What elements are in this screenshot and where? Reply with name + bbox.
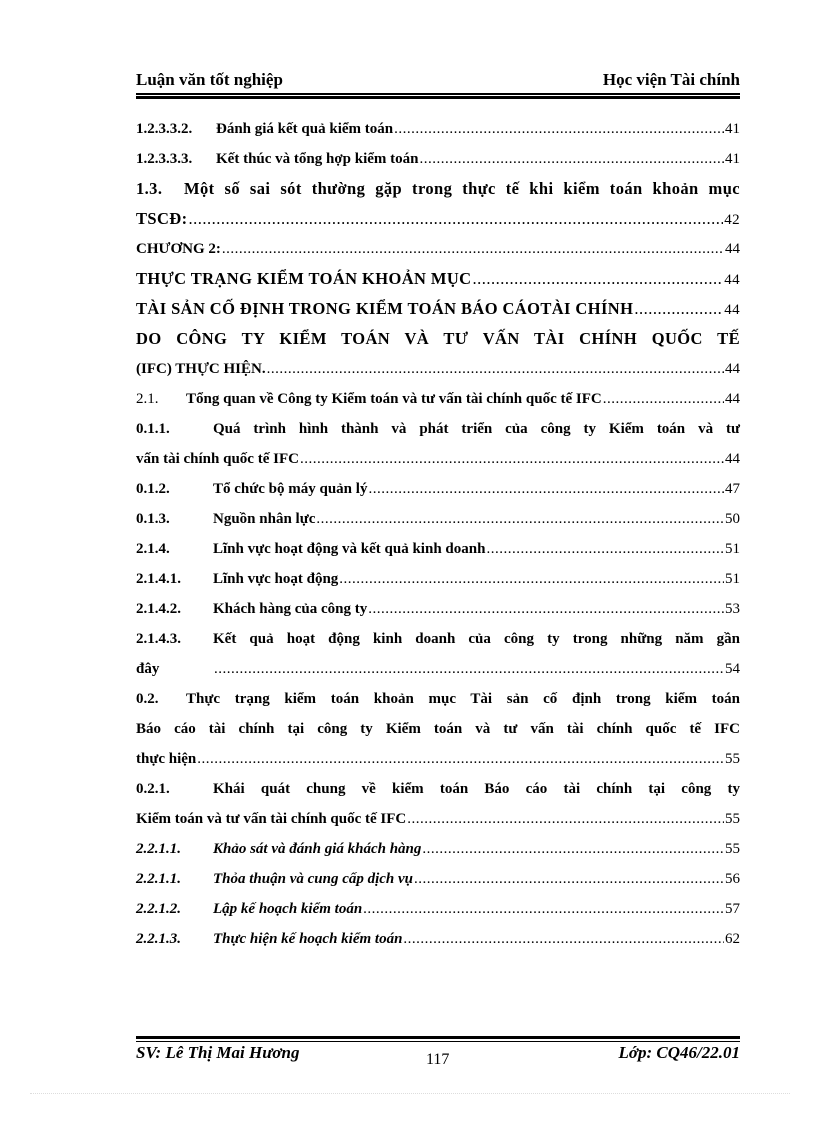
toc-entry[interactable] — [136, 774, 740, 804]
toc-leader-dots — [222, 234, 724, 264]
toc-leader-dots — [403, 924, 724, 954]
toc-entry-page: 41 — [725, 121, 740, 137]
toc-entry-title: đây — [136, 661, 160, 677]
toc-entry[interactable] — [136, 834, 740, 864]
toc-leader-dots — [422, 834, 724, 864]
toc-entry-page: 42 — [724, 212, 740, 228]
toc-entry-title: vấn tài chính quốc tế IFC — [136, 451, 299, 467]
toc-entry-page: 56 — [725, 871, 740, 887]
page-footer — [136, 1043, 740, 1067]
toc-entry-number: 1.3. — [136, 179, 163, 198]
toc-leader-dots — [267, 354, 724, 384]
toc-leader-dots — [394, 114, 724, 144]
toc-leader-dots — [197, 744, 724, 774]
toc-entry-title: TSCĐ: — [136, 209, 188, 228]
toc-entry-title: Khái quát chung về kiểm toán Báo cáo tài chính tại công ty — [213, 781, 740, 797]
toc-entry-page: 51 — [725, 571, 740, 587]
toc-entry-title: Khách hàng của công ty — [213, 601, 368, 617]
toc-entry-continued[interactable] — [136, 354, 740, 384]
toc-entry-title: THỰC TRẠNG KIỂM TOÁN KHOẢN MỤC — [136, 269, 472, 288]
toc-entry-continued[interactable] — [136, 654, 740, 684]
toc-entry[interactable] — [136, 384, 740, 414]
toc-entry-number: 2.1.4.2. — [136, 601, 181, 617]
toc-entry[interactable] — [136, 414, 740, 444]
toc-entry-number: 2.1.4. — [136, 541, 170, 557]
toc-entry[interactable] — [136, 594, 740, 624]
toc-entry-title: DO CÔNG TY KIỂM TOÁN VÀ TƯ VẤN TÀI CHÍNH QUỐC TẾ — [136, 329, 740, 348]
toc-entry-page: 44 — [725, 241, 740, 257]
toc-entry-page: 44 — [724, 302, 740, 318]
toc-entry-title: Kết thúc và tổng hợp kiểm toán — [216, 151, 419, 167]
toc-entry-title: Khảo sát và đánh giá khách hàng — [213, 841, 422, 857]
toc-entry-title: Tổng quan về Công ty Kiểm toán và tư vấn tài chính quốc tế IFC — [186, 391, 602, 407]
toc-leader-dots — [407, 804, 724, 834]
toc-entry-page: 44 — [724, 272, 740, 288]
toc-entry-number: 2.2.1.3. — [136, 931, 181, 947]
toc-entry-page: 55 — [725, 751, 740, 767]
toc-entry[interactable] — [136, 294, 740, 324]
toc-entry-number: 0.1.1. — [136, 421, 170, 437]
toc-leader-dots — [363, 894, 724, 924]
toc-entry-continued[interactable] — [136, 714, 740, 744]
header-thesis-title: Luận văn tốt nghiệp — [136, 70, 283, 89]
toc-entry-number: 1.2.3.3.3. — [136, 151, 193, 167]
toc-entry-title: Thỏa thuận và cung cấp dịch vụ — [213, 871, 414, 887]
table-of-contents — [136, 114, 740, 954]
toc-entry-page: 44 — [725, 391, 740, 407]
toc-entry-page: 44 — [725, 451, 740, 467]
page-header — [136, 70, 740, 92]
toc-entry-page: 50 — [725, 511, 740, 527]
toc-leader-dots — [486, 534, 724, 564]
toc-entry-title: Kết quả hoạt động kinh doanh của công ty trong những năm gần — [213, 631, 740, 647]
toc-leader-dots — [472, 264, 723, 294]
toc-entry-title: Tổ chức bộ máy quản lý — [213, 481, 368, 497]
page-bottom-border — [30, 1093, 790, 1096]
toc-entry-page: 44 — [725, 361, 740, 377]
toc-entry-title: Kiểm toán và tư vấn tài chính quốc tế IFC — [136, 811, 407, 827]
toc-entry-title: Quá trình hình thành và phát triển của công ty Kiểm toán và tư — [213, 421, 740, 437]
toc-entry-number: 0.1.2. — [136, 481, 170, 497]
toc-entry-number: 0.1.3. — [136, 511, 170, 527]
toc-entry-title: CHƯƠNG 2: — [136, 241, 221, 257]
toc-entry-title: (IFC) THỰC HIỆN. — [136, 361, 266, 377]
toc-entry-continued[interactable] — [136, 444, 740, 474]
toc-entry-number: 0.2.1. — [136, 781, 170, 797]
page-number: 117 — [426, 1051, 450, 1068]
toc-entry[interactable] — [136, 924, 740, 954]
toc-entry[interactable] — [136, 564, 740, 594]
toc-leader-dots — [339, 564, 724, 594]
toc-entry[interactable] — [136, 264, 740, 294]
toc-entry-title: thực hiện — [136, 751, 197, 767]
toc-entry-title: Lĩnh vực hoạt động — [213, 571, 339, 587]
toc-entry[interactable] — [136, 324, 740, 354]
toc-leader-dots — [189, 204, 724, 234]
toc-entry[interactable] — [136, 144, 740, 174]
toc-leader-dots — [368, 594, 724, 624]
header-institution: Học viện Tài chính — [602, 70, 740, 89]
toc-entry-page: 62 — [725, 931, 740, 947]
toc-entry-page: 55 — [725, 811, 740, 827]
toc-entry-title: Thực hiện kế hoạch kiểm toán — [213, 931, 403, 947]
toc-entry-title: Thực trạng kiểm toán khoản mục Tài sản cố định trong kiểm toán — [186, 691, 740, 707]
footer-student-name: SV: Lê Thị Mai Hương — [136, 1043, 300, 1062]
toc-entry-number: 1.2.3.3.2. — [136, 121, 193, 137]
toc-entry[interactable] — [136, 504, 740, 534]
toc-entry[interactable] — [136, 624, 740, 654]
header-rule-thick — [136, 96, 740, 99]
toc-leader-dots — [316, 504, 724, 534]
toc-entry-page: 51 — [725, 541, 740, 557]
header-rule-thin — [136, 93, 740, 95]
toc-entry-title: TÀI SẢN CỐ ĐỊNH TRONG KIỂM TOÁN BÁO CÁOTÀI CHÍNH — [136, 299, 634, 318]
toc-entry[interactable] — [136, 894, 740, 924]
footer-rule-thin — [136, 1041, 740, 1042]
footer-rule-thick — [136, 1036, 740, 1039]
toc-entry-number: 2.2.1.2. — [136, 901, 181, 917]
toc-entry[interactable] — [136, 864, 740, 894]
toc-entry-title: Báo cáo tài chính tại công ty Kiểm toán và tư vấn tài chính quốc tế IFC — [136, 721, 740, 737]
toc-entry-number: 2.1.4.3. — [136, 631, 181, 647]
toc-leader-dots — [368, 474, 724, 504]
toc-leader-dots — [420, 144, 725, 174]
toc-entry-continued[interactable] — [136, 744, 740, 774]
toc-entry-page: 55 — [725, 841, 740, 857]
toc-leader-dots — [414, 864, 724, 894]
toc-entry-page: 57 — [725, 901, 740, 917]
toc-entry-number: 0.2. — [136, 691, 159, 707]
toc-entry-number: 2.2.1.1. — [136, 841, 181, 857]
toc-entry-title: Một số sai sót thường gặp trong thực tế khi kiểm toán khoản mục — [184, 179, 740, 198]
toc-entry[interactable] — [136, 174, 740, 204]
toc-entry-continued[interactable] — [136, 804, 740, 834]
toc-entry-number: 2.1.4.1. — [136, 571, 181, 587]
toc-entry[interactable] — [136, 474, 740, 504]
toc-entry-title: Đánh giá kết quả kiểm toán — [216, 121, 394, 137]
toc-leader-dots — [300, 444, 724, 474]
toc-entry[interactable] — [136, 534, 740, 564]
toc-entry-page: 54 — [725, 661, 740, 677]
toc-entry-title: Nguồn nhân lực — [213, 511, 316, 527]
toc-entry-page: 53 — [725, 601, 740, 617]
toc-entry-number: 2.2.1.1. — [136, 871, 181, 887]
toc-entry-title: Lĩnh vực hoạt động và kết quả kinh doanh — [213, 541, 486, 557]
toc-entry-number: 2.1. — [136, 391, 159, 407]
footer-class-code: Lớp: CQ46/22.01 — [618, 1043, 740, 1062]
toc-entry[interactable] — [136, 684, 740, 714]
toc-leader-dots — [214, 654, 724, 684]
toc-leader-dots — [634, 294, 723, 324]
toc-leader-dots — [603, 384, 724, 414]
toc-entry-title: Lập kế hoạch kiểm toán — [213, 901, 363, 917]
toc-entry-page: 41 — [725, 151, 740, 167]
toc-entry-page: 47 — [725, 481, 740, 497]
toc-entry[interactable] — [136, 114, 740, 144]
toc-entry[interactable] — [136, 234, 740, 264]
toc-entry-continued[interactable] — [136, 204, 740, 234]
